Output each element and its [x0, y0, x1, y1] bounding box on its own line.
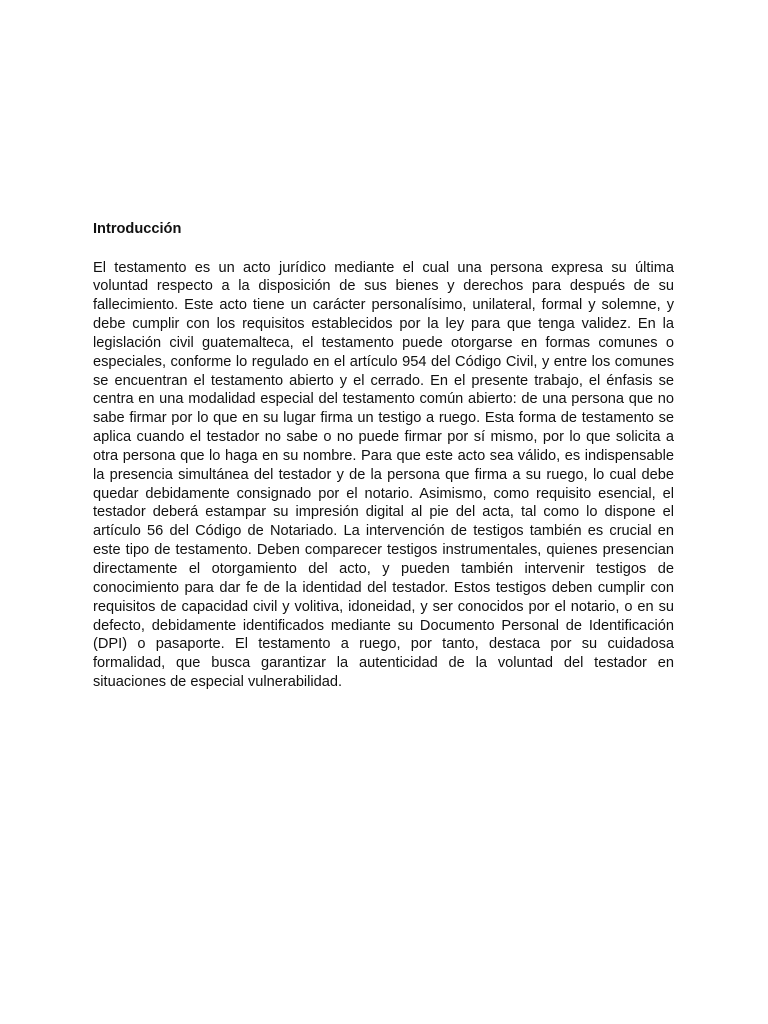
body-paragraph: El testamento es un acto jurídico mediante el cual una persona expresa su última voluntad respecto a la disposición de sus bienes y derechos para después de su fallecimiento. Este acto tiene un carácter personalísimo, unilateral, formal y solemne, y debe cumplir con los requisitos establecidos por la ley para que tenga validez. En la legislación civil guatemalteca, el testamento puede otorgarse en formas comunes o especiales, conforme lo regulado en el artículo 954 del Código Civil, y entre los comunes se encuentran el testamento abierto y el cerrado. En el presente trabajo, el énfasis se centra en una modalidad especial del testamento común abierto: de una persona que no sabe firmar por lo que en su lugar firma un testigo a ruego. Esta forma de testamento se aplica cuando el testador no sabe o no puede firmar por sí mismo, por lo que solicita a otra persona que lo haga en su nombre. Para que este acto sea válido, es indispensable la presencia simultánea del testador y de la persona que firma a su ruego, lo cual debe quedar debidamente consignado por el notario. Asimismo, como requisito esencial, el testador deberá estampar su impresión digital al pie del acta, tal como lo dispone el artículo 56 del Código de Notariado. La intervención de testigos también es crucial en este tipo de testamento. Deben comparecer testigos instrumentales, quienes presencian directamente el otorgamiento del acto, y pueden también intervenir testigos de conocimiento para dar fe de la identidad del testador. Estos testigos deben cumplir con requisitos de capacidad civil y volitiva, idoneidad, y ser conocidos por el notario, o en su defecto, debidamente identificados mediante su Documento Personal de Identificación (DPI) o pasaporte. El testamento a ruego, por tanto, destaca por su cuidadosa formalidad, que busca garantizar la autenticidad de la voluntad del testador en situaciones de especial vulnerabilidad.	[93, 259, 674, 691]
document-content	[93, 220, 674, 692]
section-heading: Introducción	[93, 221, 182, 237]
